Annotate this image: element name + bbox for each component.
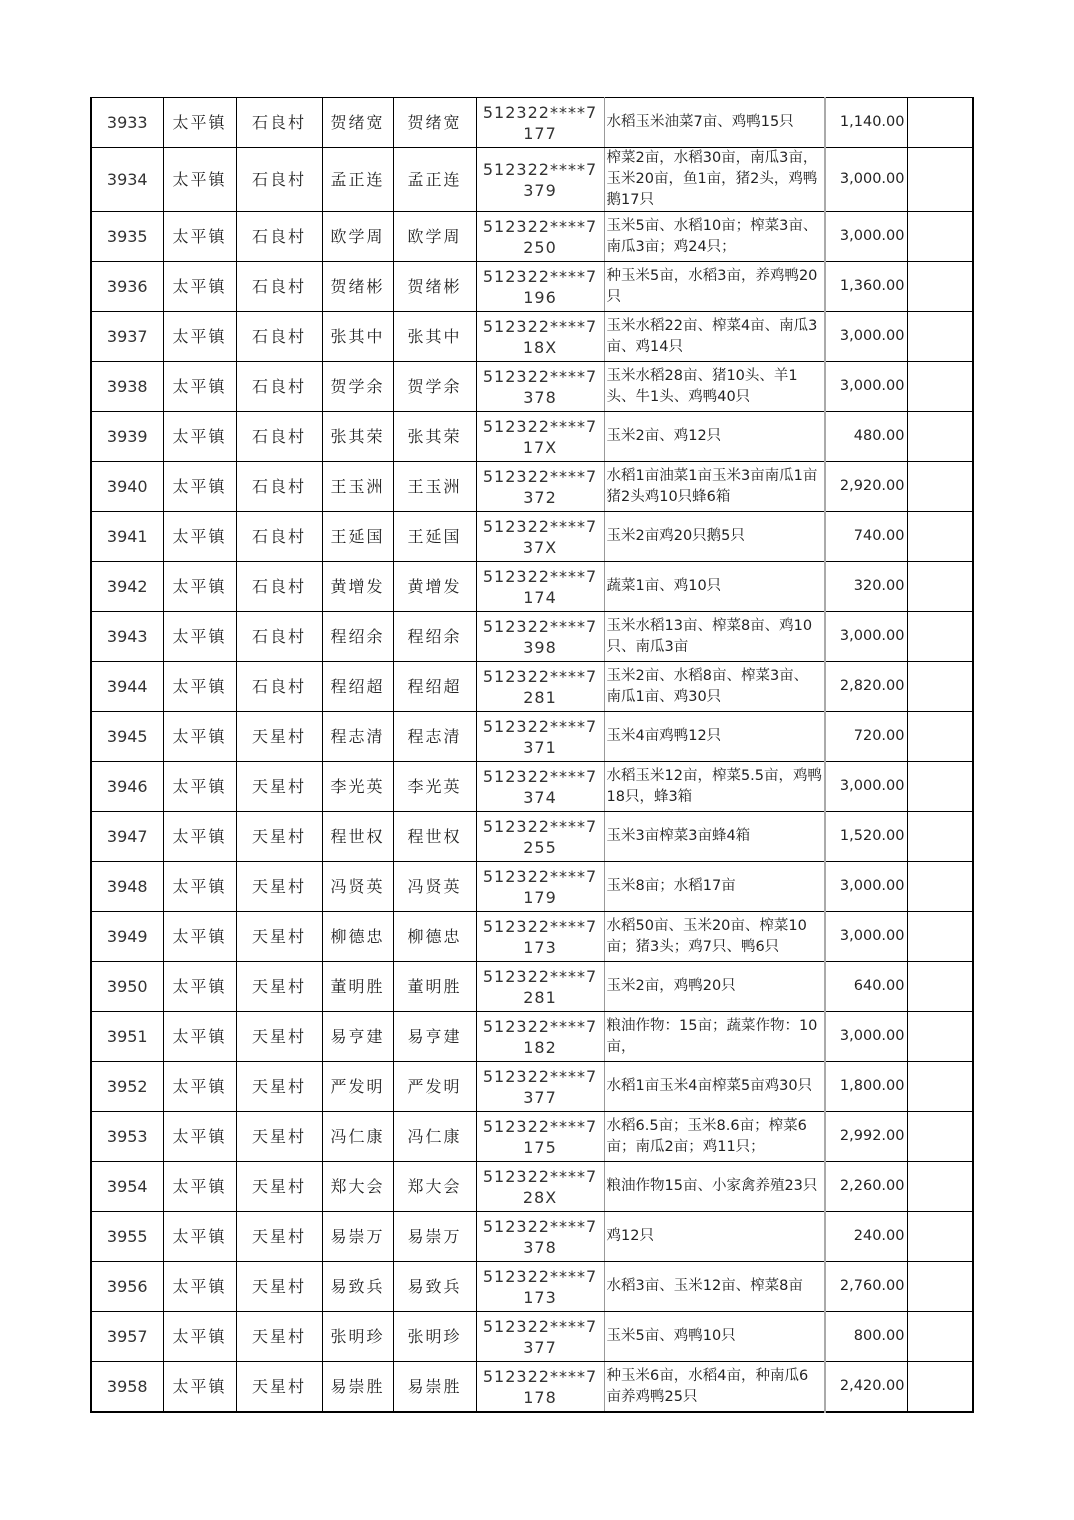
row-description: 玉米水稻28亩、猪10头、羊1头、牛1头、鸡鸭40只 (604, 362, 825, 412)
row-payee: 张明珍 (393, 1312, 476, 1362)
row-village: 石良村 (236, 412, 322, 462)
row-id-number: 512322****7250 (476, 212, 604, 262)
row-id-number: 512322****7371 (476, 712, 604, 762)
table-row (91, 962, 973, 1012)
row-remarks (907, 98, 973, 148)
row-amount: 320.00 (825, 562, 907, 612)
row-name: 董明胜 (322, 962, 393, 1012)
row-remarks (907, 262, 973, 312)
row-seq: 3955 (91, 1212, 163, 1262)
row-amount: 720.00 (825, 712, 907, 762)
row-name: 张明珍 (322, 1312, 393, 1362)
row-town: 太平镇 (163, 512, 236, 562)
row-payee: 贺绪宽 (393, 98, 476, 148)
row-seq: 3951 (91, 1012, 163, 1062)
row-town: 太平镇 (163, 812, 236, 862)
row-name: 严发明 (322, 1062, 393, 1112)
row-town: 太平镇 (163, 1362, 236, 1413)
row-amount: 3,000.00 (825, 1012, 907, 1062)
table-row (91, 562, 973, 612)
row-payee: 黄增发 (393, 562, 476, 612)
row-name: 王玉洲 (322, 462, 393, 512)
row-amount: 3,000.00 (825, 312, 907, 362)
row-amount: 1,360.00 (825, 262, 907, 312)
row-description: 玉米2亩、鸡12只 (604, 412, 825, 462)
row-seq: 3948 (91, 862, 163, 912)
row-village: 天星村 (236, 962, 322, 1012)
row-remarks (907, 1162, 973, 1212)
row-village: 石良村 (236, 312, 322, 362)
row-remarks (907, 362, 973, 412)
row-payee: 王延国 (393, 512, 476, 562)
row-description: 玉米2亩、水稻8亩、榨菜3亩、南瓜1亩、鸡30只 (604, 662, 825, 712)
row-payee: 程世权 (393, 812, 476, 862)
row-remarks (907, 812, 973, 862)
row-name: 张其荣 (322, 412, 393, 462)
row-town: 太平镇 (163, 862, 236, 912)
row-town: 太平镇 (163, 212, 236, 262)
row-village: 天星村 (236, 712, 322, 762)
row-amount: 2,820.00 (825, 662, 907, 712)
row-description: 水稻50亩、玉米20亩、榨菜10亩；猪3头；鸡7只、鸭6只 (604, 912, 825, 962)
row-village: 天星村 (236, 1162, 322, 1212)
row-id-number: 512322****7177 (476, 98, 604, 148)
row-name: 柳德忠 (322, 912, 393, 962)
row-town: 太平镇 (163, 1162, 236, 1212)
table-row (91, 312, 973, 362)
row-name: 贺学余 (322, 362, 393, 412)
table-row (91, 148, 973, 212)
row-payee: 严发明 (393, 1062, 476, 1112)
row-seq: 3939 (91, 412, 163, 462)
row-amount: 240.00 (825, 1212, 907, 1262)
row-remarks (907, 412, 973, 462)
row-description: 水稻玉米油菜7亩、鸡鸭15只 (604, 98, 825, 148)
row-name: 易亨建 (322, 1012, 393, 1062)
row-amount: 3,000.00 (825, 362, 907, 412)
row-town: 太平镇 (163, 662, 236, 712)
row-seq: 3937 (91, 312, 163, 362)
table-row (91, 762, 973, 812)
row-seq: 3943 (91, 612, 163, 662)
row-description: 种玉米5亩，水稻3亩，养鸡鸭20只 (604, 262, 825, 312)
table-row (91, 1162, 973, 1212)
row-remarks (907, 1362, 973, 1413)
row-payee: 易崇胜 (393, 1362, 476, 1413)
row-remarks (907, 712, 973, 762)
row-id-number: 512322****7179 (476, 862, 604, 912)
row-seq: 3938 (91, 362, 163, 412)
row-village: 天星村 (236, 912, 322, 962)
row-description: 蔬菜1亩、鸡10只 (604, 562, 825, 612)
row-village: 天星村 (236, 1112, 322, 1162)
row-name: 冯仁康 (322, 1112, 393, 1162)
row-id-number: 512322****7379 (476, 148, 604, 212)
table-row (91, 1112, 973, 1162)
row-description: 水稻1亩油菜1亩玉米3亩南瓜1亩猪2头鸡10只蜂6箱 (604, 462, 825, 512)
table-row (91, 912, 973, 962)
row-payee: 程绍余 (393, 612, 476, 662)
row-village: 石良村 (236, 148, 322, 212)
subsidy-table (90, 97, 974, 1413)
row-amount: 2,260.00 (825, 1162, 907, 1212)
row-name: 欧学周 (322, 212, 393, 262)
row-amount: 3,000.00 (825, 212, 907, 262)
row-remarks (907, 562, 973, 612)
row-remarks (907, 312, 973, 362)
row-village: 天星村 (236, 1012, 322, 1062)
row-town: 太平镇 (163, 462, 236, 512)
row-name: 易崇万 (322, 1212, 393, 1262)
row-seq: 3940 (91, 462, 163, 512)
row-name: 程志清 (322, 712, 393, 762)
row-payee: 欧学周 (393, 212, 476, 262)
row-town: 太平镇 (163, 962, 236, 1012)
row-description: 粮油作物：15亩；蔬菜作物：10亩， (604, 1012, 825, 1062)
row-remarks (907, 148, 973, 212)
row-seq: 3958 (91, 1362, 163, 1413)
row-id-number: 512322****7255 (476, 812, 604, 862)
row-name: 王延国 (322, 512, 393, 562)
row-description: 榨菜2亩，水稻30亩，南瓜3亩，玉米20亩，鱼1亩，猪2头，鸡鸭鹅17只 (604, 148, 825, 212)
row-seq: 3950 (91, 962, 163, 1012)
row-name: 贺绪宽 (322, 98, 393, 148)
row-amount: 2,920.00 (825, 462, 907, 512)
row-village: 石良村 (236, 662, 322, 712)
row-village: 天星村 (236, 1062, 322, 1112)
row-name: 李光英 (322, 762, 393, 812)
row-village: 石良村 (236, 362, 322, 412)
row-payee: 程绍超 (393, 662, 476, 712)
row-name: 易崇胜 (322, 1362, 393, 1413)
row-remarks (907, 1262, 973, 1312)
row-town: 太平镇 (163, 312, 236, 362)
table-row (91, 1062, 973, 1112)
row-town: 太平镇 (163, 98, 236, 148)
row-remarks (907, 462, 973, 512)
row-village: 石良村 (236, 98, 322, 148)
row-amount: 3,000.00 (825, 912, 907, 962)
row-id-number: 512322****7377 (476, 1062, 604, 1112)
row-remarks (907, 512, 973, 562)
row-payee: 董明胜 (393, 962, 476, 1012)
row-seq: 3942 (91, 562, 163, 612)
row-town: 太平镇 (163, 412, 236, 462)
table-row (91, 1362, 973, 1413)
row-id-number: 512322****7372 (476, 462, 604, 512)
row-id-number: 512322****7281 (476, 962, 604, 1012)
row-payee: 冯仁康 (393, 1112, 476, 1162)
row-description: 玉米4亩鸡鸭12只 (604, 712, 825, 762)
row-id-number: 512322****7178 (476, 1362, 604, 1413)
row-seq: 3934 (91, 148, 163, 212)
row-name: 程绍超 (322, 662, 393, 712)
row-description: 水稻1亩玉米4亩榨菜5亩鸡30只 (604, 1062, 825, 1112)
table-row (91, 862, 973, 912)
row-seq: 3952 (91, 1062, 163, 1112)
row-id-number: 512322****7182 (476, 1012, 604, 1062)
row-payee: 张其荣 (393, 412, 476, 462)
row-seq: 3957 (91, 1312, 163, 1362)
row-village: 天星村 (236, 1212, 322, 1262)
row-amount: 1,520.00 (825, 812, 907, 862)
row-remarks (907, 862, 973, 912)
row-amount: 480.00 (825, 412, 907, 462)
row-amount: 2,760.00 (825, 1262, 907, 1312)
row-remarks (907, 212, 973, 262)
row-description: 玉米5亩、水稻10亩；榨菜3亩、南瓜3亩；鸡24只； (604, 212, 825, 262)
table-row (91, 462, 973, 512)
row-name: 易致兵 (322, 1262, 393, 1312)
row-village: 石良村 (236, 462, 322, 512)
row-town: 太平镇 (163, 148, 236, 212)
row-id-number: 512322****7281 (476, 662, 604, 712)
row-village: 石良村 (236, 562, 322, 612)
row-seq: 3946 (91, 762, 163, 812)
row-payee: 孟正连 (393, 148, 476, 212)
row-remarks (907, 1012, 973, 1062)
row-town: 太平镇 (163, 1062, 236, 1112)
row-id-number: 512322****718X (476, 312, 604, 362)
row-remarks (907, 762, 973, 812)
table-row (91, 212, 973, 262)
row-id-number: 512322****7174 (476, 562, 604, 612)
table-row (91, 412, 973, 462)
row-id-number: 512322****7175 (476, 1112, 604, 1162)
row-description: 玉米8亩；水稻17亩 (604, 862, 825, 912)
row-description: 鸡12只 (604, 1212, 825, 1262)
table-row (91, 1312, 973, 1362)
row-description: 水稻6.5亩；玉米8.6亩；榨菜6亩；南瓜2亩；鸡11只； (604, 1112, 825, 1162)
row-description: 玉米3亩榨菜3亩蜂4箱 (604, 812, 825, 862)
row-seq: 3944 (91, 662, 163, 712)
row-village: 石良村 (236, 612, 322, 662)
row-name: 黄增发 (322, 562, 393, 612)
row-description: 玉米水稻13亩、榨菜8亩、鸡10只、南瓜3亩 (604, 612, 825, 662)
row-name: 冯贤英 (322, 862, 393, 912)
row-seq: 3954 (91, 1162, 163, 1212)
row-amount: 1,140.00 (825, 98, 907, 148)
table-row (91, 1212, 973, 1262)
row-id-number: 512322****737X (476, 512, 604, 562)
row-description: 玉米2亩，鸡鸭20只 (604, 962, 825, 1012)
row-town: 太平镇 (163, 612, 236, 662)
row-town: 太平镇 (163, 1112, 236, 1162)
row-village: 天星村 (236, 862, 322, 912)
row-town: 太平镇 (163, 1212, 236, 1262)
row-payee: 李光英 (393, 762, 476, 812)
row-town: 太平镇 (163, 1012, 236, 1062)
row-description: 水稻3亩、玉米12亩、榨菜8亩 (604, 1262, 825, 1312)
row-village: 天星村 (236, 1362, 322, 1413)
table-row (91, 98, 973, 148)
row-id-number: 512322****7377 (476, 1312, 604, 1362)
row-amount: 800.00 (825, 1312, 907, 1362)
row-seq: 3945 (91, 712, 163, 762)
row-amount: 3,000.00 (825, 762, 907, 812)
row-remarks (907, 912, 973, 962)
row-amount: 640.00 (825, 962, 907, 1012)
row-payee: 程志清 (393, 712, 476, 762)
row-village: 石良村 (236, 262, 322, 312)
row-name: 郑大会 (322, 1162, 393, 1212)
row-seq: 3949 (91, 912, 163, 962)
table-body (91, 98, 973, 1413)
row-remarks (907, 612, 973, 662)
row-seq: 3936 (91, 262, 163, 312)
row-seq: 3947 (91, 812, 163, 862)
row-amount: 1,800.00 (825, 1062, 907, 1112)
row-payee: 张其中 (393, 312, 476, 362)
row-payee: 郑大会 (393, 1162, 476, 1212)
row-payee: 冯贤英 (393, 862, 476, 912)
row-id-number: 512322****7196 (476, 262, 604, 312)
row-id-number: 512322****7378 (476, 362, 604, 412)
row-village: 天星村 (236, 1262, 322, 1312)
row-payee: 柳德忠 (393, 912, 476, 962)
row-description: 种玉米6亩，水稻4亩，种南瓜6亩养鸡鸭25只 (604, 1362, 825, 1413)
row-village: 天星村 (236, 812, 322, 862)
row-remarks (907, 1062, 973, 1112)
row-town: 太平镇 (163, 562, 236, 612)
row-town: 太平镇 (163, 762, 236, 812)
table-row (91, 362, 973, 412)
row-town: 太平镇 (163, 262, 236, 312)
row-payee: 易崇万 (393, 1212, 476, 1262)
row-remarks (907, 1312, 973, 1362)
row-town: 太平镇 (163, 362, 236, 412)
row-name: 孟正连 (322, 148, 393, 212)
row-remarks (907, 662, 973, 712)
table-row (91, 262, 973, 312)
row-payee: 易亨建 (393, 1012, 476, 1062)
row-seq: 3941 (91, 512, 163, 562)
row-remarks (907, 1112, 973, 1162)
row-id-number: 512322****7173 (476, 912, 604, 962)
row-name: 程世权 (322, 812, 393, 862)
row-payee: 王玉洲 (393, 462, 476, 512)
row-seq: 3956 (91, 1262, 163, 1312)
table-row (91, 662, 973, 712)
row-amount: 3,000.00 (825, 148, 907, 212)
row-payee: 贺绪彬 (393, 262, 476, 312)
row-id-number: 512322****7378 (476, 1212, 604, 1262)
row-village: 石良村 (236, 212, 322, 262)
row-amount: 3,000.00 (825, 862, 907, 912)
row-payee: 易致兵 (393, 1262, 476, 1312)
row-payee: 贺学余 (393, 362, 476, 412)
row-amount: 2,992.00 (825, 1112, 907, 1162)
table-row (91, 712, 973, 762)
row-amount: 2,420.00 (825, 1362, 907, 1413)
row-seq: 3953 (91, 1112, 163, 1162)
row-amount: 740.00 (825, 512, 907, 562)
row-village: 天星村 (236, 762, 322, 812)
row-remarks (907, 1212, 973, 1262)
row-village: 石良村 (236, 512, 322, 562)
row-id-number: 512322****7173 (476, 1262, 604, 1312)
row-seq: 3933 (91, 98, 163, 148)
row-amount: 3,000.00 (825, 612, 907, 662)
table-row (91, 1012, 973, 1062)
row-town: 太平镇 (163, 1262, 236, 1312)
row-town: 太平镇 (163, 1312, 236, 1362)
row-id-number: 512322****717X (476, 412, 604, 462)
row-name: 贺绪彬 (322, 262, 393, 312)
row-town: 太平镇 (163, 712, 236, 762)
row-description: 水稻玉米12亩，榨菜5.5亩，鸡鸭18只，蜂3箱 (604, 762, 825, 812)
table-row (91, 612, 973, 662)
row-seq: 3935 (91, 212, 163, 262)
row-town: 太平镇 (163, 912, 236, 962)
row-village: 天星村 (236, 1312, 322, 1362)
row-id-number: 512322****728X (476, 1162, 604, 1212)
table-row (91, 1262, 973, 1312)
row-description: 玉米2亩鸡20只鹅5只 (604, 512, 825, 562)
row-description: 粮油作物15亩、小家禽养殖23只 (604, 1162, 825, 1212)
row-remarks (907, 962, 973, 1012)
row-description: 玉米水稻22亩、榨菜4亩、南瓜3亩、鸡14只 (604, 312, 825, 362)
table-row (91, 512, 973, 562)
row-name: 张其中 (322, 312, 393, 362)
row-description: 玉米5亩、鸡鸭10只 (604, 1312, 825, 1362)
table-row (91, 812, 973, 862)
row-name: 程绍余 (322, 612, 393, 662)
row-id-number: 512322****7374 (476, 762, 604, 812)
row-id-number: 512322****7398 (476, 612, 604, 662)
